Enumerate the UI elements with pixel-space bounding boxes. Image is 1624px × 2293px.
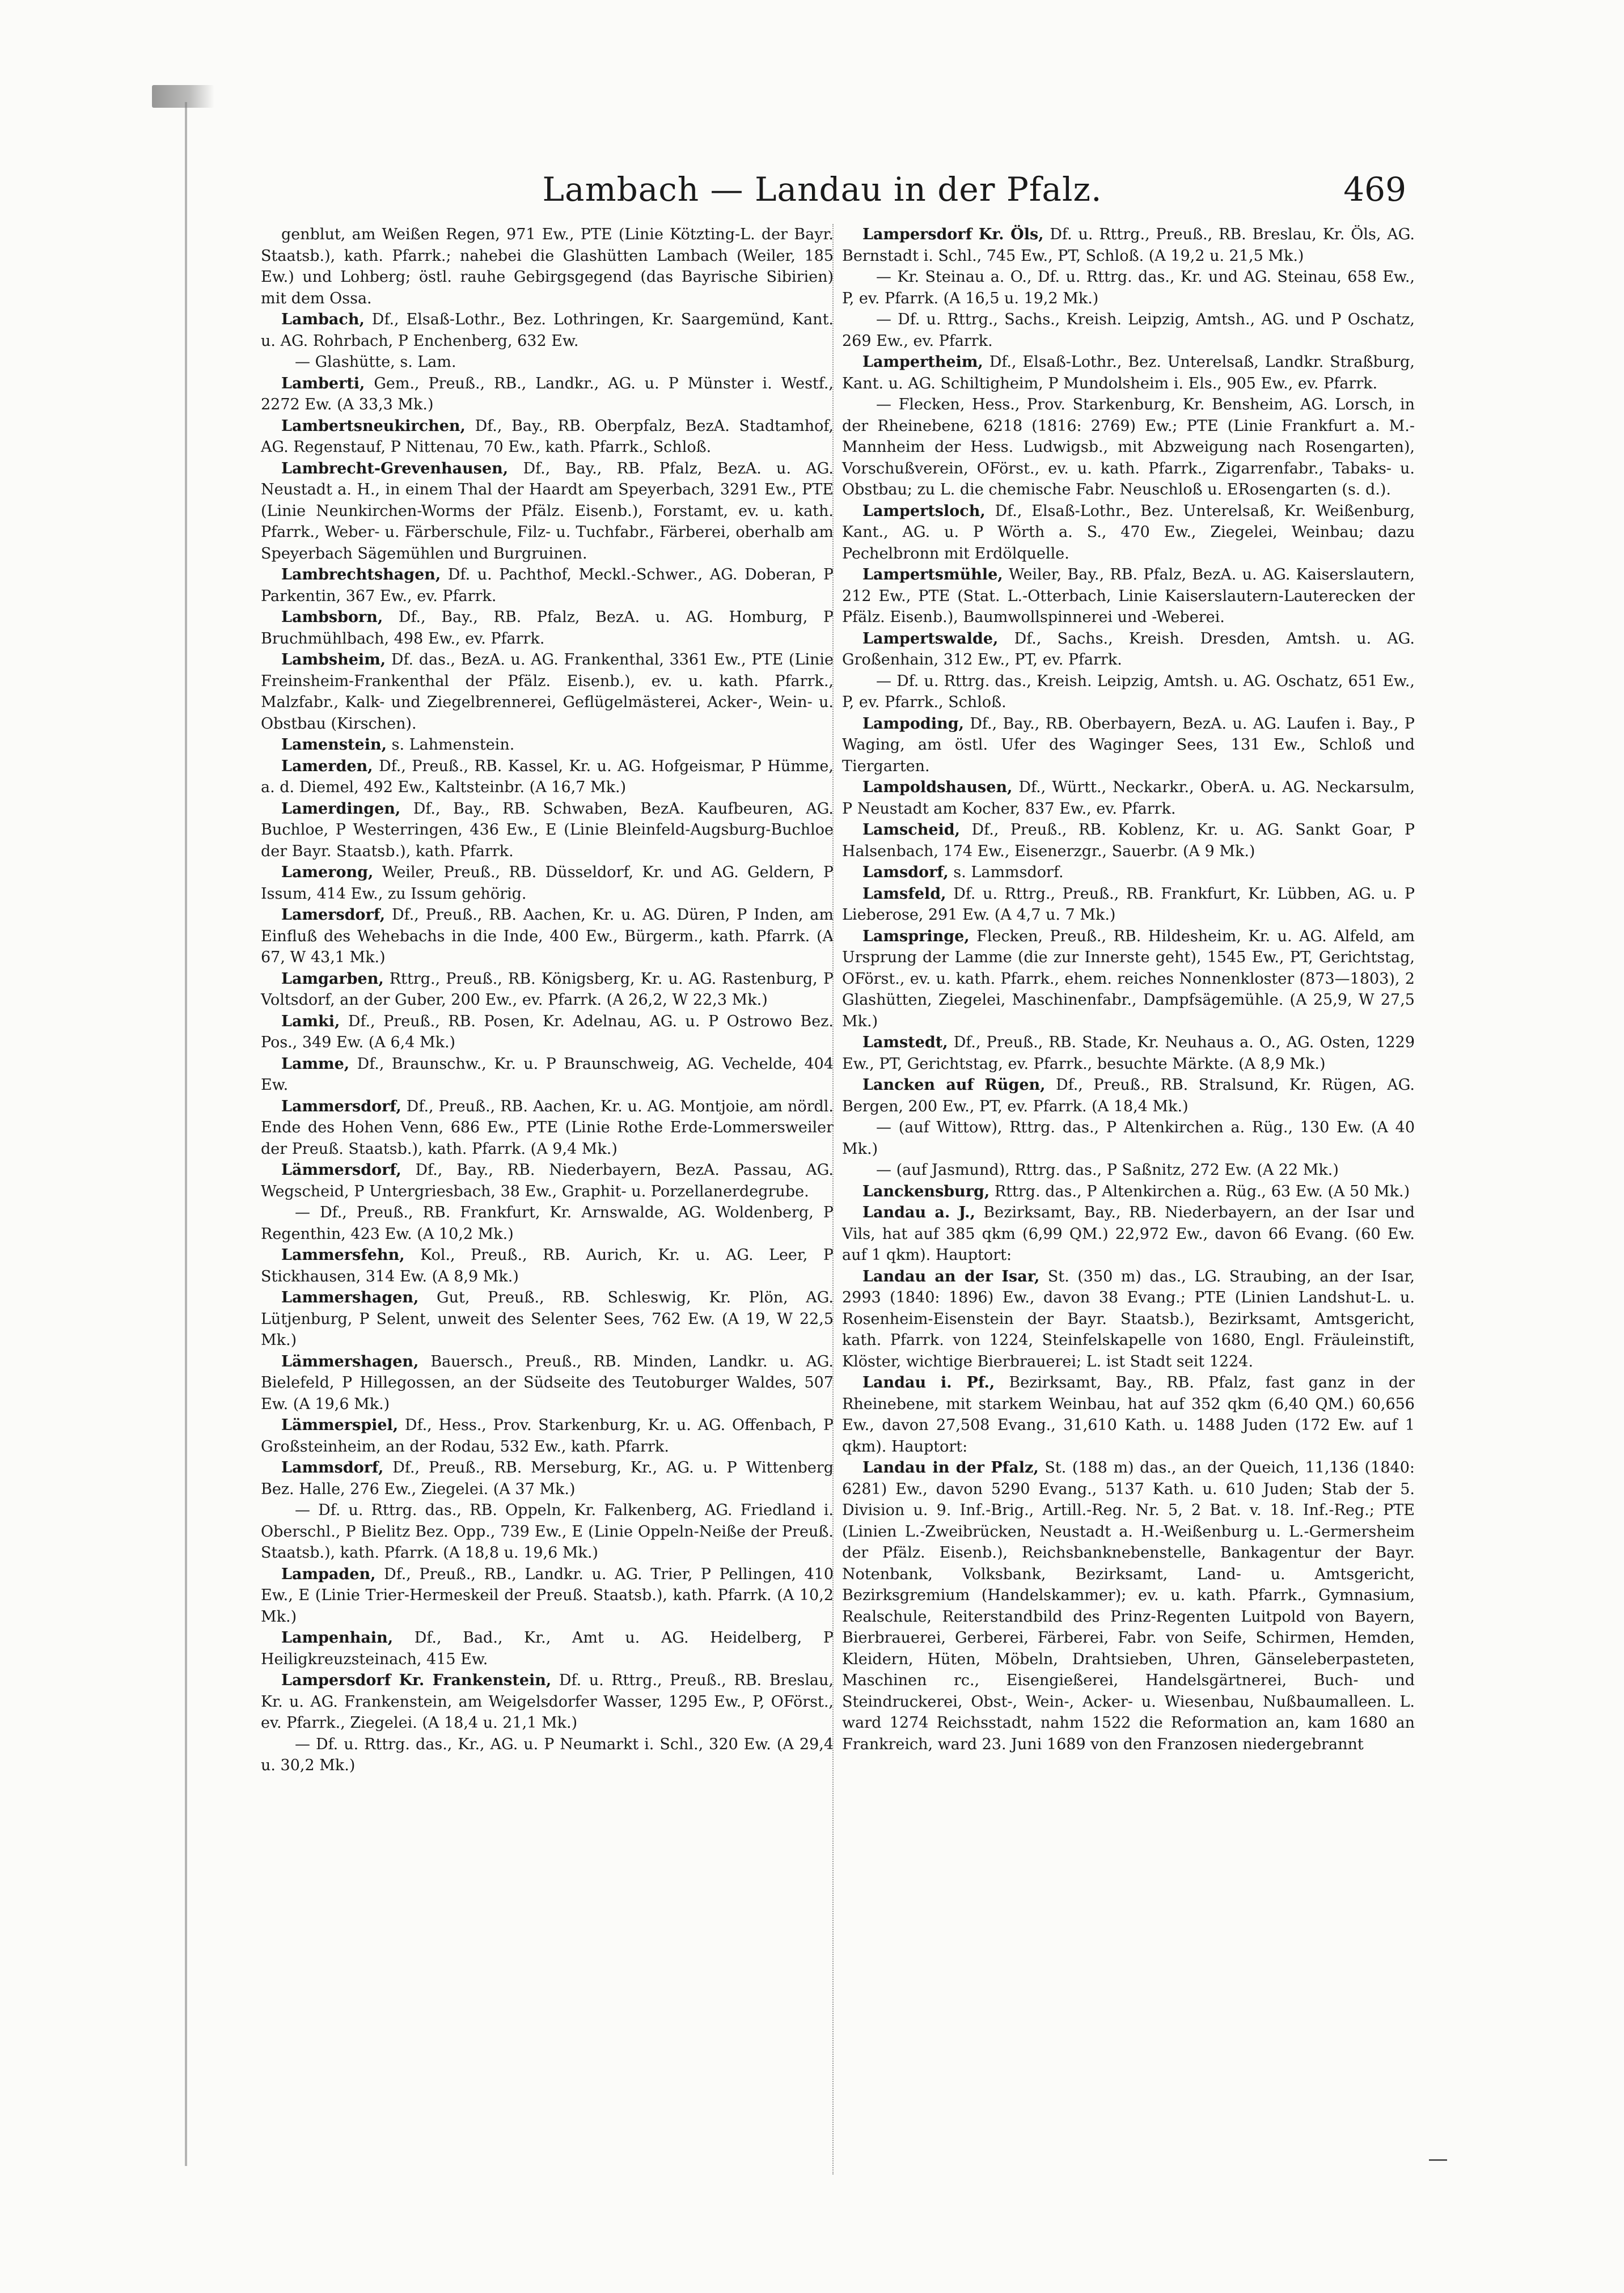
gazetteer-entry (842, 862, 1415, 883)
right-column (842, 224, 1415, 1755)
entry-headword: Lamsfeld, (862, 885, 946, 903)
gazetteer-entry (261, 904, 834, 968)
gazetteer-entry (842, 926, 1415, 1033)
entry-text: Kol., Preuß., RB. Aurich, Kr. u. AG. Leer, P Stickhausen, 314 Ew. (A 8,9 Mk.) (261, 1246, 834, 1285)
entry-headword: Lampoldshausen, (862, 779, 1013, 796)
entry-headword: Lammersfehn, (281, 1246, 405, 1264)
entry-headword: Lambrechtshagen, (281, 566, 441, 583)
entry-headword: Lämmersdorf, (281, 1161, 401, 1179)
entry-headword: Lampertswalde, (862, 629, 999, 648)
gazetteer-entry (261, 756, 834, 798)
entry-text: Df., Bay., RB. Pfalz, BezA. u. AG. Neustadt a. H., in einem Thal der Haardt am Speyerbach, 3291 Ew., PTE (Linie Neunkirchen-Worms der Pfälz. Eisenb.), Forstamt, ev. u. kath. Pfarrk., Weber- u. Färberschule, Filz- u. Tuchfabr., Färberei, oberhalb am Speyerbach Sägemühlen und Burgruinen. (261, 459, 834, 562)
entry-headword: Lancken auf Rügen, (862, 1076, 1046, 1094)
entry-headword: Lamerong, (281, 864, 374, 881)
entry-text: s. Lammsdorf. (953, 864, 1064, 881)
gazetteer-entry (842, 1181, 1415, 1203)
gazetteer-entry (842, 266, 1415, 309)
gazetteer-entry (261, 1500, 834, 1564)
gazetteer-entry (261, 1457, 834, 1500)
gazetteer-entry (842, 883, 1415, 926)
entry-headword: Lambrecht-Grevenhausen, (281, 459, 509, 477)
gazetteer-entry (842, 1372, 1415, 1457)
entry-headword: Lamspringe, (862, 927, 970, 945)
gazetteer-entry (842, 501, 1415, 565)
gazetteer-entry (842, 1160, 1415, 1181)
gazetteer-entry (842, 564, 1415, 628)
entry-headword: Lampertsloch, (862, 502, 986, 520)
gazetteer-entry (261, 1011, 834, 1054)
entry-text: Df., Sachs., Kreish. Dresden, Amtsh. u. AG. Großenhain, 312 Ew., PT, ev. Pfarrk. (842, 629, 1415, 669)
gazetteer-entry (842, 671, 1415, 713)
entry-text: Gem., Preuß., RB., Landkr., AG. u. P Münster i. Westf., 2272 Ew. (A 33,3 Mk.) (261, 374, 834, 413)
column-divider (832, 224, 834, 2174)
left-column (261, 224, 834, 1776)
gazetteer-entry (842, 224, 1415, 266)
entry-headword: Lammershagen, (281, 1289, 419, 1306)
entry-headword: Lämmerspiel, (281, 1416, 399, 1434)
entry-headword: Lammersdorf, (281, 1097, 401, 1115)
entry-text: St. (350 m) das., LG. Straubing, an der Isar, 2993 (1840: 1896) Ew., davon 38 Evang.; PTE (Linien Landshut-L. u. Rosenheim-Eisenstein der Bayr. Staatsb.), Bezirksamt, Amtsgericht, kath. Pfarrk. von 1224, Steinfelskapelle von 1680, Engl. Fräuleinstift, Klöster, wichtige Bierbrauerei; L. ist Stadt seit 1224. (842, 1267, 1415, 1370)
gazetteer-entry (261, 1670, 834, 1734)
entry-headword: Landau in der Pfalz, (862, 1459, 1039, 1477)
entry-headword: Lamenstein, (281, 736, 387, 754)
entry-headword: Lambsborn, (281, 608, 383, 626)
gazetteer-entry (842, 309, 1415, 352)
entry-text: Flecken, Preuß., RB. Hildesheim, Kr. u. AG. Alfeld, am Ursprung der Lamme (die zur Innerste geht), 1545 Ew., PT, Gerichtstag, OFörst., ev. u. kath. Pfarrk., ehem. reiches Nonnenkloster (873—1803), 2 Glashütten, Ziegelei, Maschinenfabr., Dampfsägemühle. (A 25,9, W 27,5 Mk.) (842, 927, 1415, 1030)
gazetteer-entry (842, 1457, 1415, 1755)
entry-text: Bezirksamt, Bay., RB. Niederbayern, an der Isar und Vils, hat auf 385 qkm (6,99 QM.) 22,972 Ew., davon 66 Evang. (60 Ew. auf 1 qkm). Hauptort: (842, 1204, 1415, 1264)
gazetteer-entry (261, 1351, 834, 1415)
entry-headword: Lampenhain, (281, 1629, 394, 1647)
gazetteer-entry (842, 1266, 1415, 1373)
gazetteer-entry (261, 734, 834, 756)
entry-headword: Lamki, (281, 1012, 340, 1030)
entry-text: Df., Preuß., RB. Merseburg, Kr., AG. u. P Wittenberg Bez. Halle, 276 Ew., Ziegelei. (A 37 Mk.) (261, 1459, 834, 1498)
entry-text: Df., Preuß., RB. Kassel, Kr. u. AG. Hofgeismar, P Hümme, a. d. Diemel, 492 Ew., Kaltsteinbr. (A 16,7 Mk.) (261, 757, 834, 796)
entry-text: Df., Preuß., RB. Stade, Kr. Neuhaus a. O., AG. Osten, 1229 Ew., PT, Gerichtstag, ev. Pfarrk., besuchte Märkte. (A 8,9 Mk.) (842, 1034, 1415, 1073)
entry-headword: Lampertsmühle, (862, 566, 1003, 583)
entry-text: Df., Braunschw., Kr. u. P Braunschweig, AG. Vechelde, 404 Ew. (261, 1055, 834, 1094)
gazetteer-entry (261, 607, 834, 649)
entry-text: Df., Bay., RB. Pfalz, BezA. u. AG. Homburg, P Bruchmühlbach, 498 Ew., ev. Pfarrk. (261, 608, 834, 648)
entry-text: Df., Elsaß-Lothr., Bez. Unterelsaß, Kr. Weißenburg, Kant., AG. u. P Wörth a. S., 470 Ew., Ziegelei, Weinbau; dazu Pechelbronn mit Erdölquelle. (842, 502, 1415, 562)
entry-text: Df. u. Rttrg., Preuß., RB. Breslau, Kr. u. AG. Frankenstein, am Weigelsdorfer Wasser, 1295 Ew., P, OFörst., ev. Pfarrk., Ziegelei. (A 18,4 u. 21,1 Mk.) (261, 1672, 834, 1732)
entry-text: Df. das., BezA. u. AG. Frankenthal, 3361 Ew., PTE (Linie Freinsheim-Frankenthal der Pfälz. Eisenb.), ev. u. kath. Pfarrk., Malzfabr., Kalk- und Ziegelbrennerei, Geflügelmästerei, Acker-, Wein- u. Obstbau (Kirschen). (261, 651, 834, 733)
entry-text: Bauersch., Preuß., RB. Minden, Landkr. u. AG. Bielefeld, P Hillegossen, an der Südseite des Teutoburger Waldes, 507 Ew. (A 19,6 Mk.) (261, 1352, 834, 1413)
entry-text: Df., Bay., RB. Oberpfalz, BezA. Stadtamhof, AG. Regenstauf, P Nittenau, 70 Ew., kath. Pfarrk., Schloß. (261, 417, 834, 456)
entry-text: Df. u. Rttrg., Preuß., RB. Frankfurt, Kr. Lübben, AG. u. P Lieberose, 291 Ew. (A 4,7 u. 7 Mk.) (842, 885, 1415, 924)
gazetteer-entry (261, 1096, 834, 1160)
entry-headword: Lamerdingen, (281, 799, 401, 818)
entry-headword: Lampersdorf Kr. Öls, (862, 226, 1044, 243)
entry-text: — Df. u. Rttrg. das., RB. Oppeln, Kr. Falkenberg, AG. Friedland i. Oberschl., P Bielitz Bez. Opp., 739 Ew., E (Linie Oppeln-Neiße der Preuß. Staatsb.), kath. Pfarrk. (A 18,8 u. 19,6 Mk.) (261, 1501, 834, 1562)
entry-headword: Lampaden, (281, 1565, 376, 1583)
entry-headword: Lamme, (281, 1055, 350, 1073)
gazetteer-entry (261, 1054, 834, 1096)
entry-headword: Lamberti, (281, 374, 365, 392)
entry-text: s. Lahmenstein. (391, 736, 515, 754)
entry-text: St. (188 m) das., an der Queich, 11,136 (1840: 6281) Ew., davon 5290 Evang., 5137 Kath. u. 610 Juden; Stab der 5. Division u. 9. Inf.-Brig., Artill.-Reg. Nr. 5, 2 Bat. v. 18. Inf.-Reg.; PTE (Linien L.-Zweibrücken, Neustadt a. H.-Weißenburg u. L.-Germersheim der Pfälz. Eisenb.), Reichsbanknebenstelle, Bankagentur der Bayr. Notenbank, Volksbank, Bezirksamt, Land- u. Amtsgericht, Bezirksgremium (Handelskammer); ev. u. kath. Pfarrk., Gymnasium, Realschule, Reiterstandbild des Prinz-Regenten Luitpold von Bayern, Bierbrauerei, Gerberei, Färberei, Fabr. von Seife, Schirmen, Hemden, Kleidern, Hüten, Möbeln, Drahtsieben, Uhren, Gänseleberpasteten, Maschinen rc., Eisengießerei, Handelsgärtnerei, Buch- und Steindruckerei, Obst-, Wein-, Acker- u. Wiesenbau, Nußbaumalleen. L. ward 1274 Reichsstadt, nahm 1522 die Reformation an, kam 1680 an Frankreich, ward 23. Juni 1689 von den Franzosen niedergebrannt (842, 1459, 1415, 1753)
entry-headword: Lanckensburg, (862, 1182, 990, 1200)
entry-text: Df., Hess., Prov. Starkenburg, Kr. u. AG. Offenbach, P Großsteinheim, an der Rodau, 532 Ew., kath. Pfarrk. (261, 1416, 834, 1456)
entry-headword: Lamgarben, (281, 970, 384, 988)
entry-headword: Lampersdorf Kr. Frankenstein, (281, 1672, 552, 1689)
gazetteer-entry (261, 416, 834, 458)
entry-text: Df., Preuß., RB., Landkr. u. AG. Trier, P Pellingen, 410 Ew., E (Linie Trier-Hermeskeil der Preuß. Staatsb.), kath. Pfarrk. (A 10,2 Mk.) (261, 1565, 834, 1626)
running-head: Lambach — Landau in der Pfalz. (542, 170, 1102, 209)
entry-headword: Landau an der Isar, (862, 1267, 1040, 1285)
entry-text: genblut, am Weißen Regen, 971 Ew., PTE (Linie Kötzting-L. der Bayr. Staatsb.), kath. Pfarrk.; nahebei die Glashütten Lambach (Weiler, 185 Ew.) und Lohberg; östl. rauhe Gebirgsgegend (das Bayrische Sibirien) mit dem Ossa. (261, 226, 834, 307)
gazetteer-entry (842, 777, 1415, 819)
entry-text: — Df. u. Rttrg., Sachs., Kreish. Leipzig, Amtsh., AG. und P Oschatz, 269 Ew., ev. Pfarrk. (842, 311, 1415, 350)
entry-text: — Df. u. Rttrg. das., Kr., AG. u. P Neumarkt i. Schl., 320 Ew. (A 29,4 u. 30,2 Mk.) (261, 1735, 834, 1774)
gazetteer-entry (842, 1074, 1415, 1117)
entry-text: — (auf Jasmund), Rttrg. das., P Saßnitz, 272 Ew. (A 22 Mk.) (876, 1161, 1339, 1179)
entry-text: — Flecken, Hess., Prov. Starkenburg, Kr. Bensheim, AG. Lorsch, in der Rheinebene, 6218 (1816: 2769) Ew.; PTE (Linie Frankfurt a. M.-Mannheim der Hess. Ludwigsb., mit Abzweigung nach Rosengarten), Vorschußverein, OFörst., ev. u. kath. Pfarrk., Zigarrenfabr., Tabaks- u. Obstbau; zu L. die chemische Fabr. Neuschloß u. ERosengarten (s. d.). (842, 396, 1415, 498)
gazetteer-entry (261, 1160, 834, 1202)
entry-text: Df., Elsaß-Lothr., Bez. Unterelsaß, Landkr. Straßburg, Kant. u. AG. Schiltigheim, P Mundolsheim i. Els., 905 Ew., ev. Pfarrk. (842, 353, 1415, 392)
entry-headword: Lamstedt, (862, 1034, 948, 1051)
gazetteer-entry (261, 1287, 834, 1351)
entry-text: Gut, Preuß., RB. Schleswig, Kr. Plön, AG. Lütjenburg, P Selent, unweit des Selenter Sees, 762 Ew. (A 19, W 22,5 Mk.) (261, 1289, 834, 1349)
entry-text: Df., Preuß., RB. Posen, Kr. Adelnau, AG. u. P Ostrowo Bez. Pos., 349 Ew. (A 6,4 Mk.) (261, 1012, 834, 1051)
entry-text: Df. u. Rttrg., Preuß., RB. Breslau, Kr. Öls, AG. Bernstadt i. Schl., 745 Ew., PT, Schloß. (A 19,2 u. 21,5 Mk.) (842, 226, 1415, 265)
gazetteer-entry (261, 1415, 834, 1457)
entry-headword: Lampoding, (862, 714, 964, 733)
gazetteer-entry (842, 1117, 1415, 1160)
gazetteer-entry (842, 352, 1415, 394)
entry-text: — Df., Preuß., RB. Frankfurt, Kr. Arnswalde, AG. Woldenberg, P Regenthin, 423 Ew. (A 10,2 Mk.) (261, 1204, 834, 1243)
entry-text: Df., Württ., Neckarkr., OberA. u. AG. Neckarsulm, P Neustadt am Kocher, 837 Ew., ev. Pfarrk. (842, 779, 1415, 818)
entry-headword: Lamerden, (281, 757, 373, 775)
entry-text: Df., Bay., RB. Schwaben, BezA. Kaufbeuren, AG. Buchloe, P Westerringen, 436 Ew., E (Linie Bleinfeld-Augsburg-Buchloe der Bayr. Staatsb.), kath. Pfarrk. (261, 799, 834, 860)
entry-headword: Landau a. J., (862, 1204, 975, 1221)
entry-text: Df., Preuß., RB. Aachen, Kr. u. AG. Düren, P Inden, am Einfluß des Wehebachs in die Inde, 400 Ew., Bürgerm., kath. Pfarrk. (A 67, W 43,1 Mk.) (261, 906, 834, 966)
entry-headword: Lämmershagen, (281, 1352, 419, 1370)
gazetteer-entry (261, 458, 834, 565)
entry-text: Bezirksamt, Bay., RB. Pfalz, fast ganz in der Rheinebene, mit starkem Weinbau, hat auf 352 qkm (6,40 QM.) 60,656 Ew., davon 27,508 Evang., 31,610 Kath. u. 1488 Juden (172 Ew. auf 1 qkm). Hauptort: (842, 1374, 1415, 1456)
gazetteer-entry (842, 628, 1415, 671)
gazetteer-entry (261, 1627, 834, 1670)
entry-headword: Lamscheid, (862, 821, 961, 839)
gazetteer-entry (261, 309, 834, 352)
gazetteer-entry (261, 1564, 834, 1628)
gazetteer-entry (261, 373, 834, 416)
entry-headword: Lamersdorf, (281, 906, 386, 924)
entry-text: — Df. u. Rttrg. das., Kreish. Leipzig, Amtsh. u. AG. Oschatz, 651 Ew., P, ev. Pfarrk., Schloß. (842, 672, 1415, 711)
bottom-mark (1429, 2159, 1447, 2161)
entry-headword: Landau i. Pf., (862, 1374, 995, 1391)
entry-text: Weiler, Bay., RB. Pfalz, BezA. u. AG. Kaiserslautern, 212 Ew., PTE (Stat. L.-Otterbach, Linie Kaiserslautern-Lauterecken der Pfälz. Eisenb.), Baumwollspinnerei und -Weberei. (842, 566, 1415, 626)
entry-text: Df., Elsaß-Lothr., Bez. Lothringen, Kr. Saargemünd, Kant. u. AG. Rohrbach, P Enchenberg, 632 Ew. (261, 311, 834, 350)
entry-headword: Lammsdorf, (281, 1459, 384, 1477)
gazetteer-entry (842, 1032, 1415, 1074)
entry-text: Rttrg. das., P Altenkirchen a. Rüg., 63 Ew. (A 50 Mk.) (994, 1182, 1410, 1200)
gazetteer-entry (261, 649, 834, 734)
entry-headword: Lambsheim, (281, 651, 386, 669)
entry-text: Df., Preuß., RB. Stralsund, Kr. Rügen, AG. Bergen, 200 Ew., PT, ev. Pfarrk. (A 18,4 Mk.) (842, 1076, 1415, 1115)
entry-text: Df., Bad., Kr., Amt u. AG. Heidelberg, P Heiligkreuzsteinach, 415 Ew. (261, 1629, 834, 1668)
gazetteer-entry (842, 1202, 1415, 1266)
gazetteer-entry (842, 713, 1415, 777)
entry-headword: Lambertsneukirchen, (281, 417, 466, 435)
gazetteer-entry (261, 798, 834, 862)
entry-text: Df., Preuß., RB. Aachen, Kr. u. AG. Montjoie, am nördl. Ende des Hohen Venn, 686 Ew., PTE (Linie Rothe Erde-Lommersweiler der Preuß. Staatsb.), kath. Pfarrk. (A 9,4 Mk.) (261, 1097, 834, 1158)
scan-margin-line (185, 102, 187, 2166)
gazetteer-entry (261, 352, 834, 373)
entry-text: Df., Bay., RB. Oberbayern, BezA. u. AG. Laufen i. Bay., P Waging, am östl. Ufer des Waginger Sees, 131 Ew., Schloß und Tiergarten. (842, 714, 1415, 775)
entry-headword: Lamsdorf, (862, 864, 949, 881)
gazetteer-entry (261, 1245, 834, 1287)
entry-headword: Lambach, (281, 311, 365, 328)
entry-text: Rttrg., Preuß., RB. Königsberg, Kr. u. AG. Rastenburg, P Voltsdorf, an der Guber, 200 Ew., ev. Pfarrk. (A 26,2, W 22,3 Mk.) (261, 970, 834, 1009)
entry-headword: Lampertheim, (862, 353, 983, 371)
entry-text: — Kr. Steinau a. O., Df. u. Rttrg. das., Kr. und AG. Steinau, 658 Ew., P, ev. Pfarrk. (A 16,5 u. 19,2 Mk.) (842, 268, 1415, 307)
entry-text: — (auf Wittow), Rttrg. das., P Altenkirchen a. Rüg., 130 Ew. (A 40 Mk.) (842, 1119, 1415, 1158)
entry-text: Df., Bay., RB. Niederbayern, BezA. Passau, AG. Wegscheid, P Untergriesbach, 38 Ew., Graphit- u. Porzellanerdegrube. (261, 1161, 834, 1200)
gazetteer-entry (261, 968, 834, 1011)
gazetteer-entry (261, 1202, 834, 1245)
entry-text: Weiler, Preuß., RB. Düsseldorf, Kr. und AG. Geldern, P Issum, 414 Ew., zu Issum gehörig. (261, 864, 834, 903)
gazetteer-entry (261, 564, 834, 607)
entry-text: Df. u. Pachthof, Meckl.-Schwer., AG. Doberan, P Parkentin, 367 Ew., ev. Pfarrk. (261, 566, 834, 605)
gazetteer-entry (261, 224, 834, 309)
entry-text: Df., Preuß., RB. Koblenz, Kr. u. AG. Sankt Goar, P Halsenbach, 174 Ew., Eisenerzgr., Sauerbr. (A 9 Mk.) (842, 821, 1415, 860)
entry-text: — Glashütte, s. Lam. (295, 353, 456, 371)
page-number: 469 (1343, 170, 1406, 209)
gazetteer-entry (261, 1734, 834, 1776)
gazetteer-entry (842, 394, 1415, 501)
gazetteer-entry (261, 862, 834, 904)
scan-edge-mark (152, 85, 214, 108)
gazetteer-entry (842, 819, 1415, 862)
